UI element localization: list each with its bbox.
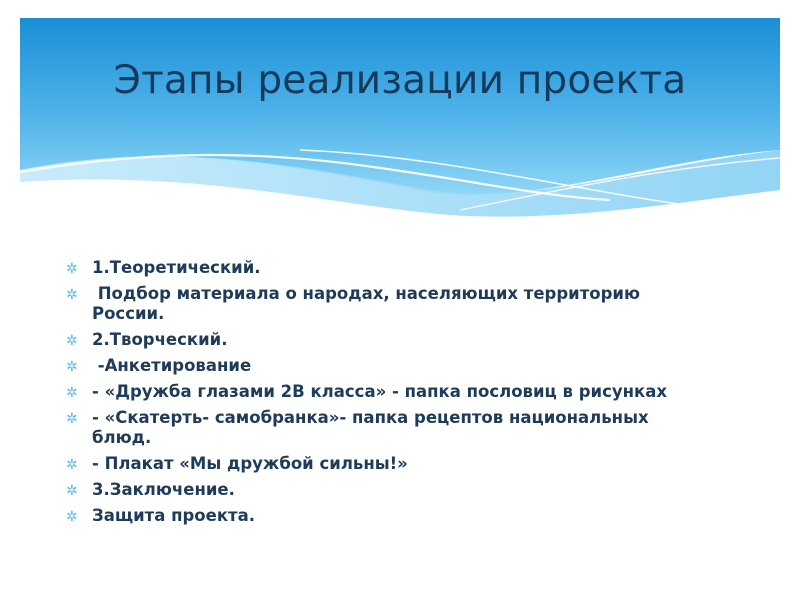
list-item: [66, 454, 706, 474]
list-item-text: -Анкетирование: [92, 356, 252, 375]
list-item: [66, 330, 706, 350]
asterisk-icon: ✲: [66, 411, 78, 427]
list-item-text: Защита проекта.: [92, 506, 256, 525]
list-item: [66, 506, 706, 526]
slide-title: Этапы реализации проекта: [113, 58, 687, 103]
list-item-text: - «Скатерть- самобранка»- папка рецептов национальных блюд.: [92, 408, 649, 447]
asterisk-icon: ✲: [66, 333, 78, 349]
list-item: [66, 382, 706, 402]
list-item: [66, 356, 706, 376]
asterisk-icon: ✲: [66, 509, 78, 525]
list-item: [66, 284, 706, 324]
asterisk-icon: ✲: [66, 457, 78, 473]
list-item-text: Подбор материала о народах, населяющих территорию России.: [92, 284, 646, 323]
asterisk-icon: ✲: [66, 359, 78, 375]
list-item-text: - «Дружба глазами 2В класса» - папка пословиц в рисунках: [92, 382, 667, 401]
list-item-text: 3.Заключение.: [92, 480, 235, 499]
asterisk-icon: ✲: [66, 483, 78, 499]
bullet-list: [66, 258, 706, 532]
header-wave-background: [0, 0, 800, 240]
list-item-text: 1.Теоретический.: [92, 258, 261, 277]
list-item: [66, 258, 706, 278]
list-item-text: - Плакат «Мы дружбой сильны!»: [92, 454, 408, 473]
asterisk-icon: ✲: [66, 287, 78, 303]
asterisk-icon: ✲: [66, 261, 78, 277]
list-item: [66, 480, 706, 500]
list-item-text: 2.Творческий.: [92, 330, 228, 349]
list-item: [66, 408, 706, 448]
asterisk-icon: ✲: [66, 385, 78, 401]
